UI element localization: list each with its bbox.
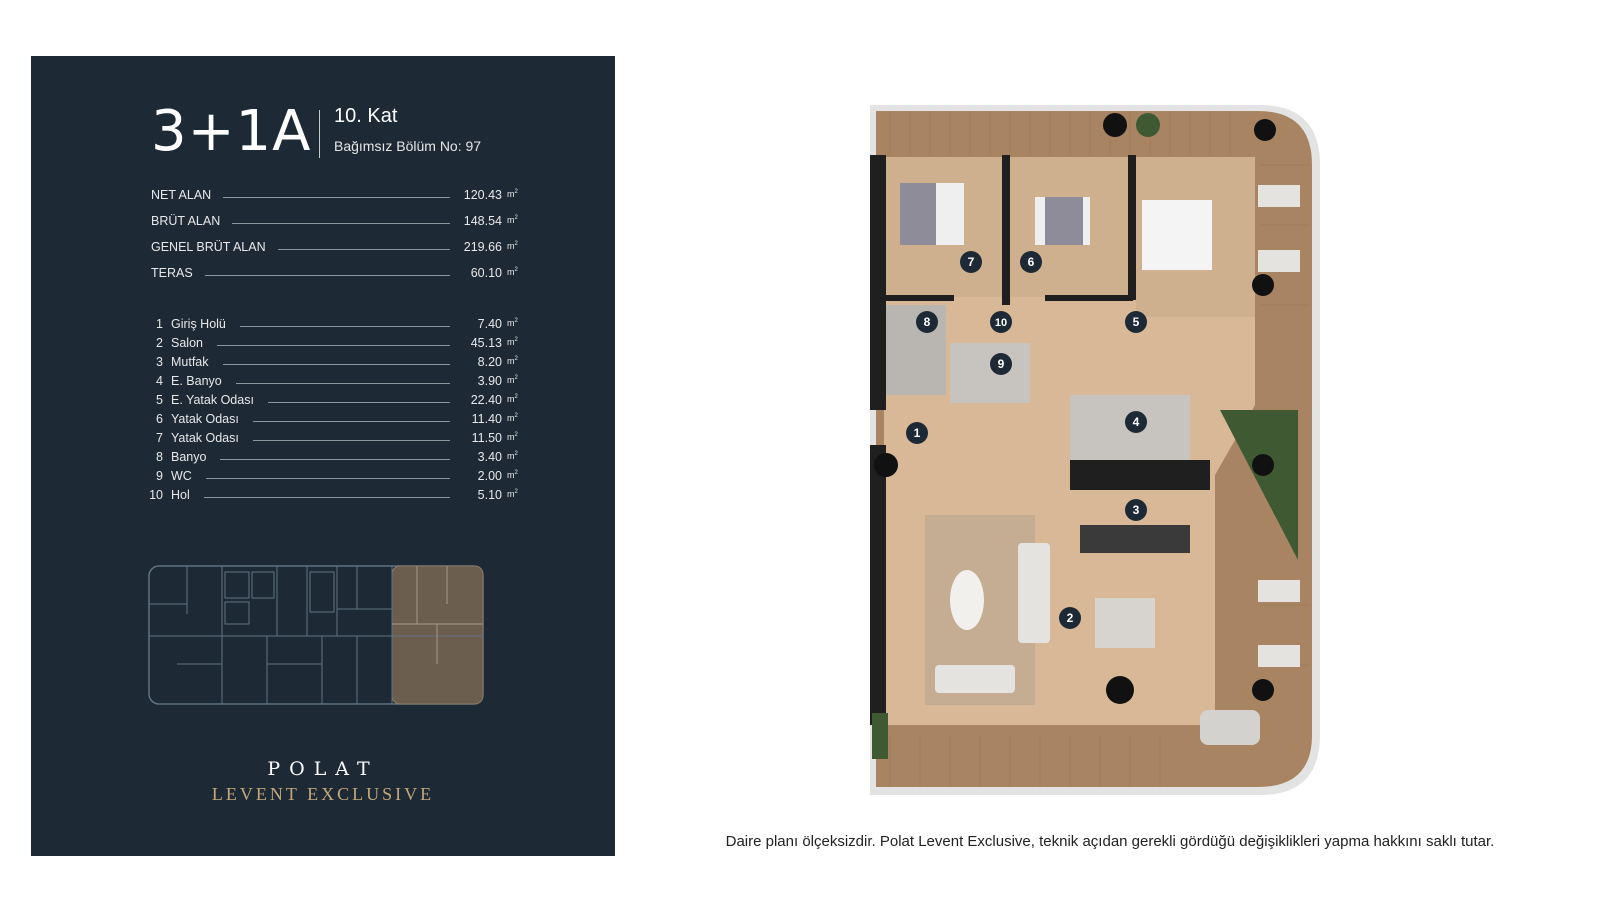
svg-text:4: 4 xyxy=(1132,415,1140,429)
wc-9 xyxy=(950,343,1030,403)
area-unit: $m^2$ xyxy=(507,489,518,499)
svg-text:1: 1 xyxy=(913,426,921,440)
room-value: 5.10 xyxy=(477,488,502,502)
room-marker-3 xyxy=(1125,499,1147,521)
room-number: 6 xyxy=(156,412,163,426)
room-row xyxy=(143,467,523,485)
room-marker-7 xyxy=(960,251,982,273)
svg-text:3: 3 xyxy=(1132,503,1140,517)
brand-subtitle: LEVENT EXCLUSIVE xyxy=(211,784,435,804)
room-row xyxy=(143,391,523,409)
kitchen-island xyxy=(1080,525,1190,553)
leader-line xyxy=(278,249,450,250)
room-row xyxy=(143,410,523,428)
title-divider xyxy=(319,110,320,158)
disclaimer-text: Daire planı ölçeksizdir. Polat Levent Exclusive, teknik açıdan gerekli gördüğü değişiklikleri yapma hakkını saklı tutar. xyxy=(725,833,1495,850)
area-value: 120.43 xyxy=(463,188,502,202)
room-value: 7.40 xyxy=(477,317,502,331)
svg-text:8: 8 xyxy=(923,315,931,329)
room-label: Yatak Odası xyxy=(171,431,239,445)
room-number: 10 xyxy=(149,488,163,502)
room-row xyxy=(143,353,523,371)
room-label: E. Yatak Odası xyxy=(171,393,254,407)
area-unit: $m^2$ xyxy=(507,215,518,225)
area-unit: $m^2$ xyxy=(507,451,518,461)
room-label: Mutfak xyxy=(171,355,209,369)
room-value: 2.00 xyxy=(477,469,502,483)
floor-label: 10. Kat xyxy=(334,105,398,127)
area-row-brut xyxy=(151,212,523,230)
room-number: 8 xyxy=(156,450,163,464)
room-label: WC xyxy=(171,469,192,483)
area-label: BRÜT ALAN xyxy=(151,214,221,228)
building-key-plan xyxy=(147,564,487,708)
area-value: 148.54 xyxy=(463,214,502,228)
plant xyxy=(1136,113,1160,137)
area-unit: $m^2$ xyxy=(507,337,518,347)
room-marker-8 xyxy=(916,311,938,333)
room-row xyxy=(143,448,523,466)
svg-text:10: 10 xyxy=(994,317,1008,329)
room-marker-9 xyxy=(990,353,1012,375)
leader-line xyxy=(206,478,450,479)
room-row xyxy=(143,486,523,504)
room-value: 11.40 xyxy=(471,412,502,426)
room-number: 1 xyxy=(156,317,163,331)
room-marker-10 xyxy=(990,311,1012,333)
room-label: Banyo xyxy=(171,450,207,464)
room-value: 3.90 xyxy=(477,374,502,388)
area-label: NET ALAN xyxy=(151,188,212,202)
leader-line xyxy=(204,497,450,498)
room-label: Giriş Holü xyxy=(171,317,226,331)
area-unit: $m^2$ xyxy=(507,375,518,385)
unit-type-title: 3+1A xyxy=(151,99,312,164)
area-unit: $m^2$ xyxy=(507,413,518,423)
room-marker-1 xyxy=(906,422,928,444)
dining-table xyxy=(1095,598,1155,648)
area-label: TERAS xyxy=(151,266,193,280)
sofa xyxy=(935,665,1015,693)
room-number: 2 xyxy=(156,336,163,350)
area-row-net xyxy=(151,186,523,204)
room-number: 9 xyxy=(156,469,163,483)
bed xyxy=(1142,200,1212,270)
info-panel xyxy=(31,56,615,856)
outdoor-chairs xyxy=(1258,250,1300,272)
room-marker-5 xyxy=(1125,311,1147,333)
room-number: 4 xyxy=(156,374,163,388)
leader-line xyxy=(253,440,450,441)
lounge-seat xyxy=(1200,710,1260,745)
room-marker-4 xyxy=(1125,411,1147,433)
svg-text:9: 9 xyxy=(997,357,1005,371)
floor-plan xyxy=(870,105,1326,795)
area-label: GENEL BRÜT ALAN xyxy=(151,240,266,254)
room-row xyxy=(143,334,523,352)
room-value: 3.40 xyxy=(477,450,502,464)
svg-text:6: 6 xyxy=(1027,255,1035,269)
area-unit: $m^2$ xyxy=(507,189,518,199)
planter xyxy=(872,713,888,759)
leader-line xyxy=(232,223,450,224)
room-value: 11.50 xyxy=(471,431,502,445)
area-unit: $m^2$ xyxy=(507,241,518,251)
section-number: Bağımsız Bölüm No: 97 xyxy=(334,138,482,154)
area-row-teras xyxy=(151,264,523,282)
room-value: 8.20 xyxy=(477,355,502,369)
area-unit: $m^2$ xyxy=(507,432,518,442)
outdoor-chairs xyxy=(1258,580,1300,602)
outdoor-chairs xyxy=(1258,645,1300,667)
room-row xyxy=(143,372,523,390)
room-marker-6 xyxy=(1020,251,1042,273)
room-number: 7 xyxy=(156,431,163,445)
room-marker-2 xyxy=(1059,607,1081,629)
room-number: 3 xyxy=(156,355,163,369)
leader-line xyxy=(217,345,450,346)
room-label: Salon xyxy=(171,336,203,350)
area-value: 219.66 xyxy=(463,240,502,254)
coffee-table xyxy=(950,570,984,630)
room-number: 5 xyxy=(156,393,163,407)
area-unit: $m^2$ xyxy=(507,267,518,277)
leader-line xyxy=(223,197,450,198)
sofa xyxy=(1018,543,1050,643)
area-unit: $m^2$ xyxy=(507,318,518,328)
leader-line xyxy=(240,326,450,327)
svg-text:2: 2 xyxy=(1066,611,1074,625)
room-row xyxy=(143,315,523,333)
svg-text:5: 5 xyxy=(1132,315,1140,329)
room-label: Yatak Odası xyxy=(171,412,239,426)
area-row-genel-brut xyxy=(151,238,523,256)
room-label: Hol xyxy=(171,488,190,502)
area-unit: $m^2$ xyxy=(507,394,518,404)
leader-line xyxy=(253,421,450,422)
leader-line xyxy=(205,275,450,276)
outdoor-chairs xyxy=(1258,185,1300,207)
room-row xyxy=(143,429,523,447)
room-label: E. Banyo xyxy=(171,374,222,388)
leader-line xyxy=(223,364,450,365)
brand-name: POLAT xyxy=(267,758,379,780)
room-value: 45.13 xyxy=(470,336,502,350)
area-unit: $m^2$ xyxy=(507,356,518,366)
svg-text:7: 7 xyxy=(967,255,975,269)
area-unit: $m^2$ xyxy=(507,470,518,480)
room-value: 22.40 xyxy=(470,393,502,407)
leader-line xyxy=(268,402,450,403)
leader-line xyxy=(236,383,450,384)
area-value: 60.10 xyxy=(470,266,502,280)
leader-line xyxy=(220,459,450,460)
